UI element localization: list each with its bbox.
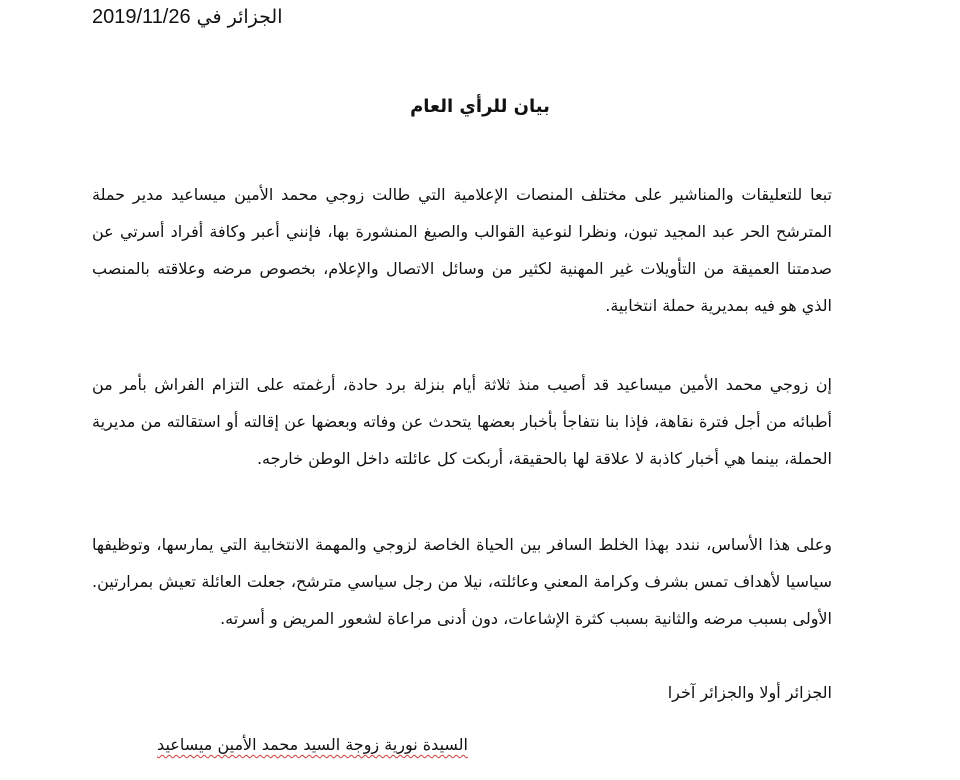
date-value: 2019/11/26: [92, 6, 191, 28]
closing-slogan: الجزائر أولا والجزائر آخرا: [667, 683, 832, 702]
date-line: [92, 4, 283, 30]
signature-line: السيدة نورية زوجة السيد محمد الأمين ميساعيد: [157, 735, 468, 754]
paragraph-1: تبعا للتعليقات والمناشير على مختلف المنصات الإعلامية التي طالت زوجي محمد الأمين ميساعيد مدير حملة المترشح الحر عبد المجيد تبون، ونظرا لنوعية القوالب والصيغ المنشورة بها، فإنني أعبر وكافة أفراد أسرتي عن صدمتنا العميقة من التأويلات غير المهنية لكثير من وسائل الاتصال والإعلام، بخصوص مرضه وعلاقته بالمنصب الذي هو فيه بمديرية حملة انتخابية.: [92, 185, 832, 315]
statement-title: بيان للرأي العام: [410, 96, 550, 117]
paragraph-2: إن زوجي محمد الأمين ميساعيد قد أصيب منذ ثلاثة أيام بنزلة برد حادة، أرغمته على التزام الفراش بأمر من أطبائه من أجل فترة نقاهة، فإذا بنا نتفاجأ بأخبار بعضها يتحدث عن وفاته وبعضها عن إقالته أو استقالته من مديرية الحملة، بينما هي أخبار كاذبة لا علاقة لها بالحقيقة، أربكت كل عائلته داخل الوطن خارجه.: [92, 375, 832, 468]
paragraph-3: وعلى هذا الأساس، نندد بهذا الخلط السافر بين الحياة الخاصة لزوجي والمهمة الانتخابية التي يمارسها، وتوظيفها سياسيا لأهداف تمس بشرف وكرامة المعني وعائلته، نيلا من رجل سياسي مترشح، جعلت العائلة تعيش بمرارتين. الأولى بسبب مرضه والثانية بسبب كثرة الإشاعات، دون أدنى مراعاة لشعور المريض و أسرته.: [92, 535, 832, 628]
date-prefix: الجزائر في: [196, 6, 283, 28]
